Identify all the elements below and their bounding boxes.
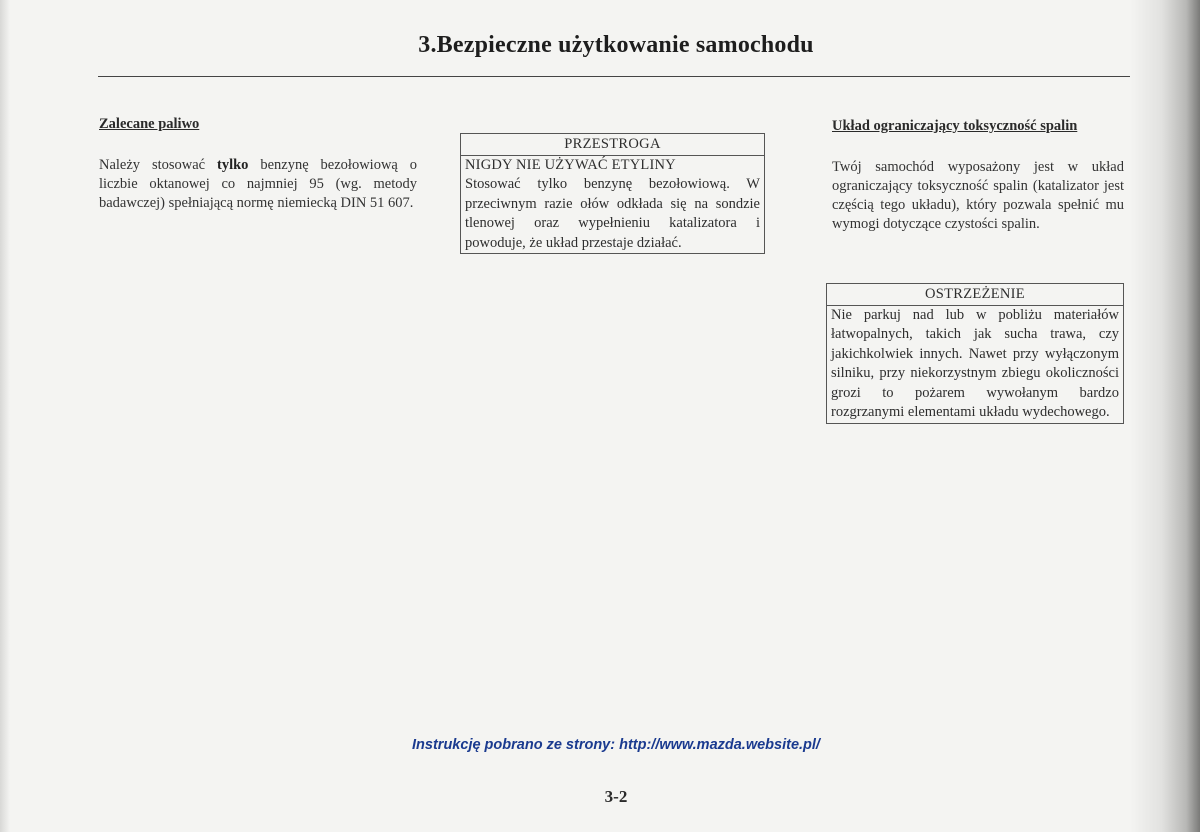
caution-subtitle: NIGDY NIE UŻYWAĆ ETYLINY: [465, 156, 676, 173]
emissions-paragraph: Twój samochód wyposażony jest w układ ograniczający toksyczność spalin (katalizator jest częścią tego układu), który pozwala spełnić mu wymogi dotyczące czystości spalin.: [832, 159, 1124, 232]
fuel-paragraph-post: benzynę bezołowiową o liczbie oktanowej co najmniej 95 (wg. metody badawczej) spełniającą normę niemiecką DIN 51 607.: [99, 157, 417, 211]
page-edge-right: [1130, 0, 1200, 832]
warning-title: OSTRZEŻENIE: [827, 284, 1123, 306]
caution-title: PRZESTROGA: [461, 134, 764, 156]
download-source-link[interactable]: Instrukcję pobrano ze strony: http://www.mazda.website.pl/: [412, 737, 820, 753]
page-number: 3-2: [604, 787, 628, 806]
fuel-paragraph-pre: Należy stosować: [99, 157, 218, 173]
fuel-paragraph-bold: tylko: [217, 157, 249, 173]
caution-box: [460, 133, 765, 254]
page-edge-left: [0, 0, 10, 832]
fuel-paragraph: [99, 156, 417, 213]
warning-body: Nie parkuj nad lub w pobliżu materiałów łatwopalnych, takich jak sucha trawa, czy jakichkolwiek innych. Nawet przy wyłączonym silniku, przy niekorzystnym zbiegu okoliczności grozi to pożarem wywołanym bardzo rozgrzanymi elementami układu wydechowego.: [831, 306, 1119, 420]
caution-body: [461, 156, 764, 254]
title-divider: [98, 76, 1130, 77]
page-title: 3.Bezpieczne użytkowanie samochodu: [418, 32, 814, 58]
caution-text: Stosować tylko benzynę bezołowiową. W przeciwnym razie ołów odkłada się na sondzie tlenowej oraz wypełnieniu katalizatora i powoduje, że układ przestaje działać.: [465, 176, 760, 251]
section-heading-emissions: Układ ograniczający toksyczność spalin: [832, 118, 1078, 134]
warning-box: [826, 283, 1124, 424]
section-heading-fuel: Zalecane paliwo: [99, 116, 200, 132]
